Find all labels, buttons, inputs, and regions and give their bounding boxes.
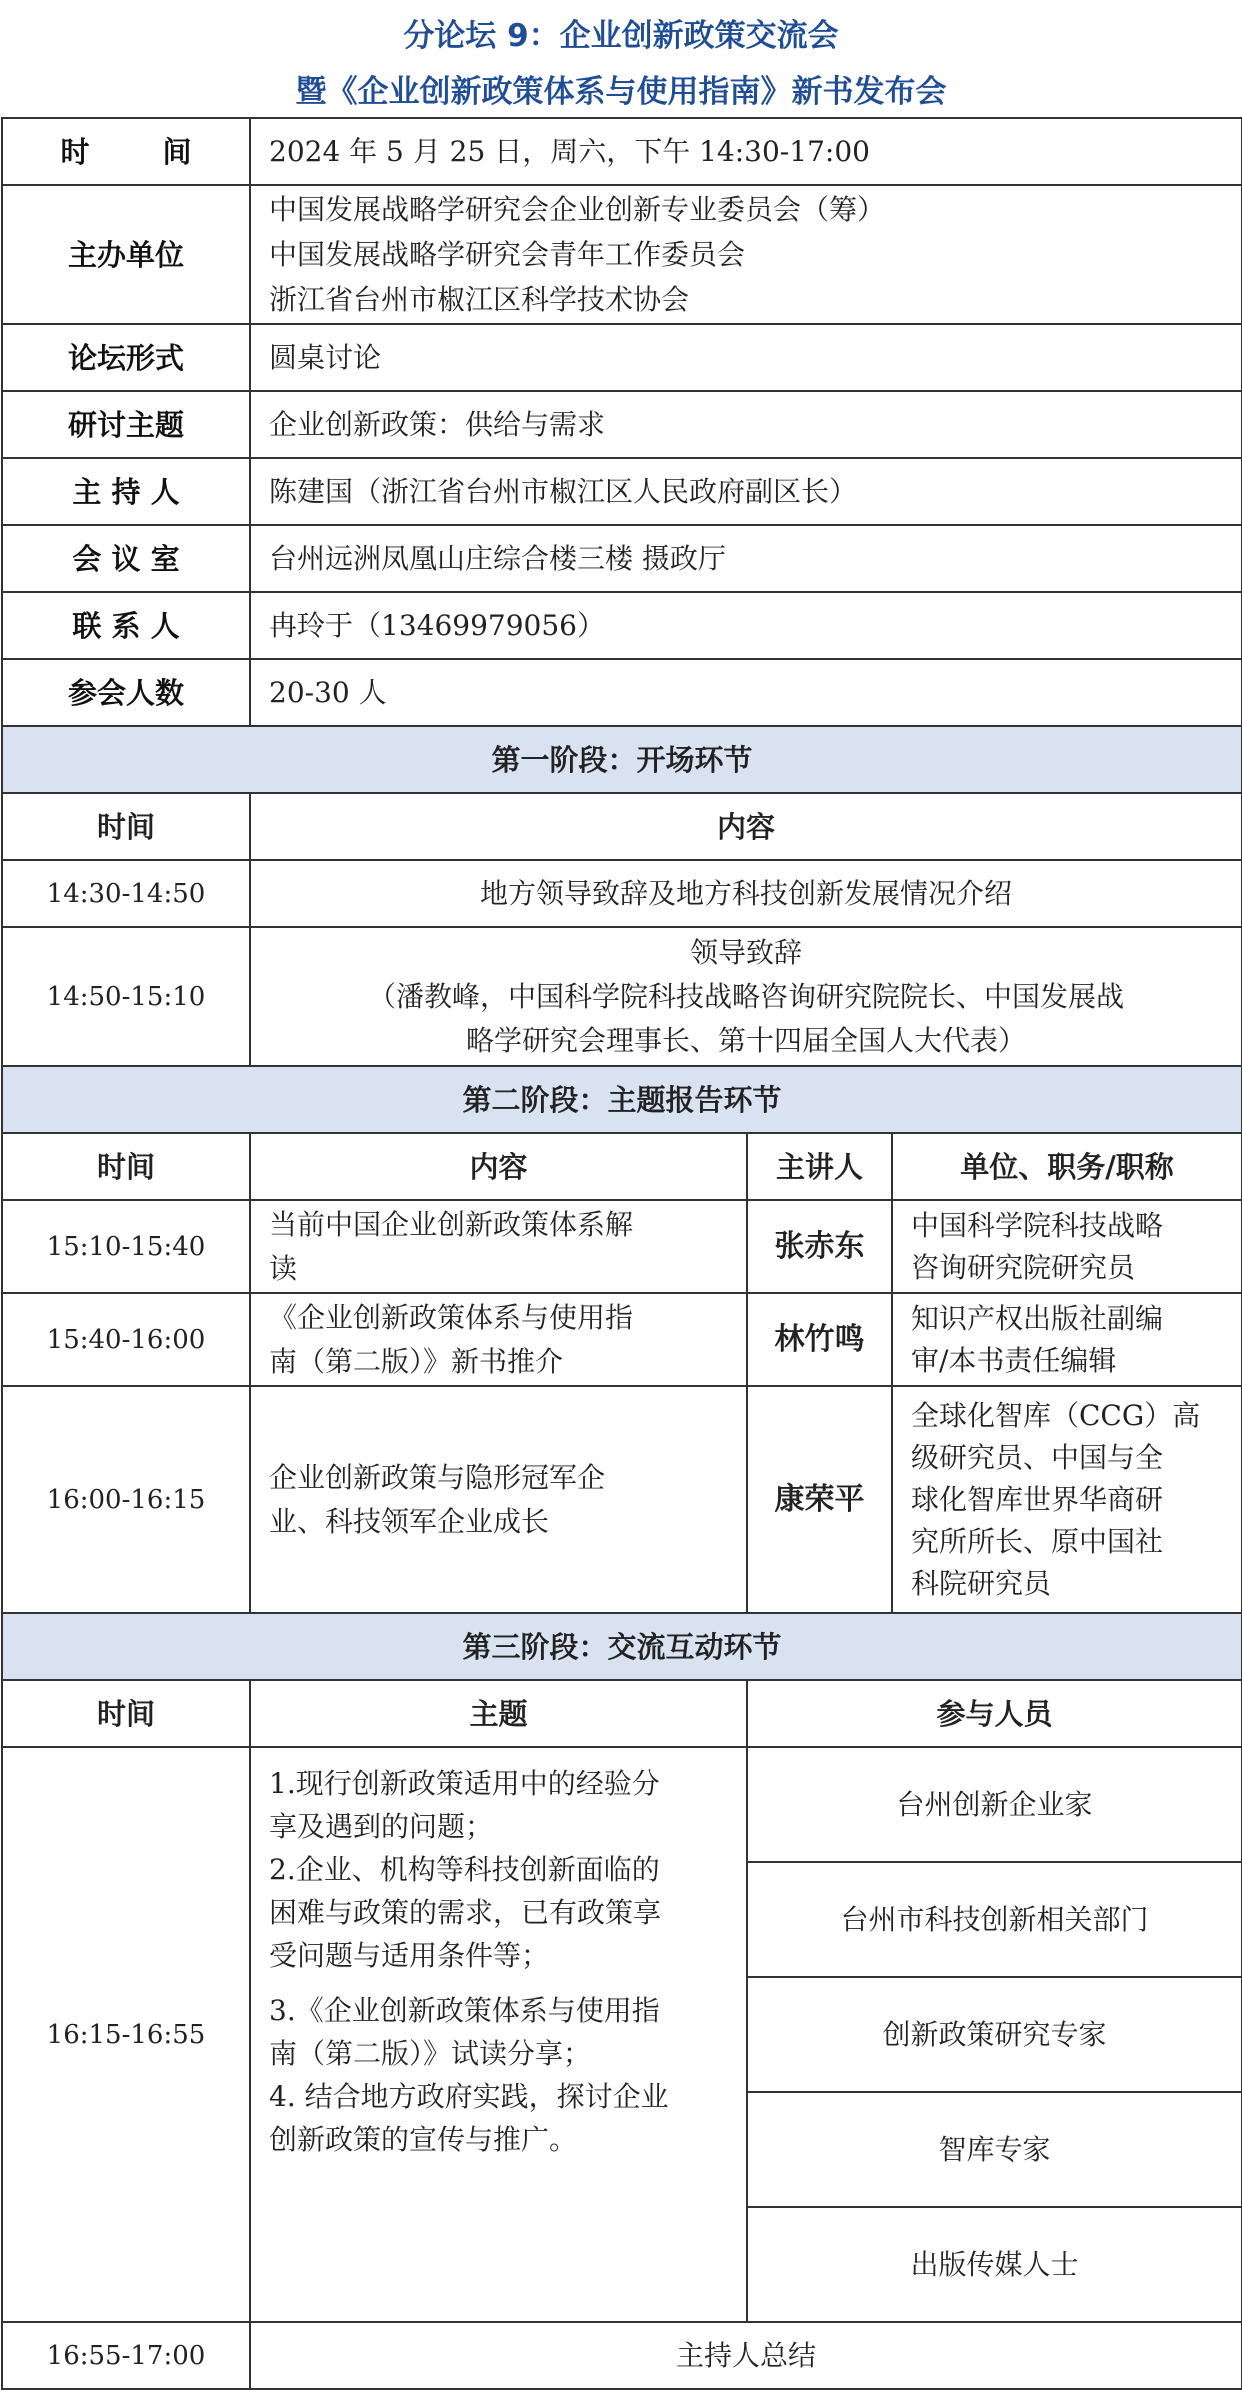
column-header-time: 时间 bbox=[2, 1133, 250, 1200]
info-row-theme bbox=[2, 391, 1242, 458]
info-value: 圆桌讨论 bbox=[250, 324, 1242, 391]
participant-entry: 创新政策研究专家 bbox=[747, 1977, 1242, 2092]
row-org: 知识产权出版社副编 审/本书责任编辑 bbox=[892, 1293, 1242, 1386]
info-value: 冉玲于（13469979056） bbox=[250, 592, 1242, 659]
closing-row bbox=[2, 2322, 1242, 2389]
stage-3-column-headers bbox=[2, 1680, 1242, 1747]
info-value: 2024 年 5 月 25 日，周六，下午 14:30-17:00 bbox=[250, 118, 1242, 185]
row-topics: 1.现行创新政策适用中的经验分 享及遇到的问题； 2.企业、机构等科技创新面临的 困难与政策的需求，已有政策享 受问题与适用条件等； 3.《企业创新政策体系与使用指 南（第二版）》试读分享； 4. 结合地方政府实践，探讨企业 创新政策的宣传与推广。 bbox=[250, 1747, 747, 2322]
row-time: 16:15-16:55 bbox=[2, 1747, 250, 2322]
column-header-speaker: 主讲人 bbox=[747, 1133, 892, 1200]
agenda-table bbox=[1, 117, 1242, 2390]
column-header-content: 内容 bbox=[250, 1133, 747, 1200]
stage-2-title: 第二阶段：主题报告环节 bbox=[2, 1066, 1242, 1133]
table-row bbox=[2, 1293, 1242, 1386]
column-header-topic: 主题 bbox=[250, 1680, 747, 1747]
stage-1-title: 第一阶段：开场环节 bbox=[2, 726, 1242, 793]
title-line-1: 分论坛 9：企业创新政策交流会 bbox=[403, 18, 839, 54]
row-speaker: 张赤东 bbox=[747, 1200, 892, 1293]
stage-3-title: 第三阶段：交流互动环节 bbox=[2, 1613, 1242, 1680]
row-org: 全球化智库（CCG）高 级研究员、中国与全 球化智库世界华商研 究所所长、原中国社 科院研究员 bbox=[892, 1386, 1242, 1613]
row-content: 企业创新政策与隐形冠军企 业、科技领军企业成长 bbox=[250, 1386, 747, 1613]
table-row bbox=[2, 1747, 1242, 1862]
info-value: 陈建国（浙江省台州市椒江区人民政府副区长） bbox=[250, 458, 1242, 525]
info-label: 会 议 室 bbox=[2, 525, 250, 592]
row-content: 《企业创新政策体系与使用指 南（第二版）》新书推介 bbox=[250, 1293, 747, 1386]
column-header-org: 单位、职务/职称 bbox=[892, 1133, 1242, 1200]
info-label: 参会人数 bbox=[2, 659, 250, 726]
row-time: 14:30-14:50 bbox=[2, 860, 250, 927]
info-value: 中国发展战略学研究会企业创新专业委员会（筹） 中国发展战略学研究会青年工作委员会 浙江省台州市椒江区科学技术协会 bbox=[250, 185, 1242, 324]
info-value: 企业创新政策：供给与需求 bbox=[250, 391, 1242, 458]
participant-entry: 台州创新企业家 bbox=[747, 1747, 1242, 1862]
info-label: 联 系 人 bbox=[2, 592, 250, 659]
row-content: 当前中国企业创新政策体系解 读 bbox=[250, 1200, 747, 1293]
column-header-time: 时间 bbox=[2, 1680, 250, 1747]
info-row-host bbox=[2, 458, 1242, 525]
table-row bbox=[2, 1200, 1242, 1293]
info-label: 主 持 人 bbox=[2, 458, 250, 525]
row-time: 14:50-15:10 bbox=[2, 927, 250, 1066]
info-value: 台州远洲凤凰山庄综合楼三楼 摄政厅 bbox=[250, 525, 1242, 592]
row-content: 领导致辞 （潘教峰，中国科学院科技战略咨询研究院院长、中国发展战 略学研究会理事长、第十四届全国人大代表） bbox=[250, 927, 1242, 1066]
table-row bbox=[2, 1386, 1242, 1613]
info-row-contact bbox=[2, 592, 1242, 659]
row-speaker: 康荣平 bbox=[747, 1386, 892, 1613]
stage-2-column-headers bbox=[2, 1133, 1242, 1200]
info-row-organizer bbox=[2, 185, 1242, 324]
row-time: 15:10-15:40 bbox=[2, 1200, 250, 1293]
info-label: 主办单位 bbox=[2, 185, 250, 324]
info-label: 研讨主题 bbox=[2, 391, 250, 458]
column-header-content: 内容 bbox=[250, 793, 1242, 860]
info-label: 时 间 bbox=[2, 118, 250, 185]
table-row bbox=[2, 860, 1242, 927]
stage-1-header bbox=[2, 726, 1242, 793]
stage-2-header bbox=[2, 1066, 1242, 1133]
row-content: 主持人总结 bbox=[250, 2322, 1242, 2389]
row-time: 16:55-17:00 bbox=[2, 2322, 250, 2389]
column-header-time: 时间 bbox=[2, 793, 250, 860]
table-row bbox=[2, 927, 1242, 1066]
participant-entry: 智库专家 bbox=[747, 2092, 1242, 2207]
info-row-attendance bbox=[2, 659, 1242, 726]
participant-entry: 台州市科技创新相关部门 bbox=[747, 1862, 1242, 1977]
column-header-participants: 参与人员 bbox=[747, 1680, 1242, 1747]
row-speaker: 林竹鸣 bbox=[747, 1293, 892, 1386]
stage-1-column-headers bbox=[2, 793, 1242, 860]
info-row-format bbox=[2, 324, 1242, 391]
row-org: 中国科学院科技战略 咨询研究院研究员 bbox=[892, 1200, 1242, 1293]
stage-3-header bbox=[2, 1613, 1242, 1680]
info-row-time bbox=[2, 118, 1242, 185]
row-time: 15:40-16:00 bbox=[2, 1293, 250, 1386]
row-time: 16:00-16:15 bbox=[2, 1386, 250, 1613]
info-value: 20-30 人 bbox=[250, 659, 1242, 726]
title-line-2: 暨《企业创新政策体系与使用指南》新书发布会 bbox=[295, 74, 947, 110]
info-row-room bbox=[2, 525, 1242, 592]
info-label: 论坛形式 bbox=[2, 324, 250, 391]
participant-entry: 出版传媒人士 bbox=[747, 2207, 1242, 2322]
row-content: 地方领导致辞及地方科技创新发展情况介绍 bbox=[250, 860, 1242, 927]
